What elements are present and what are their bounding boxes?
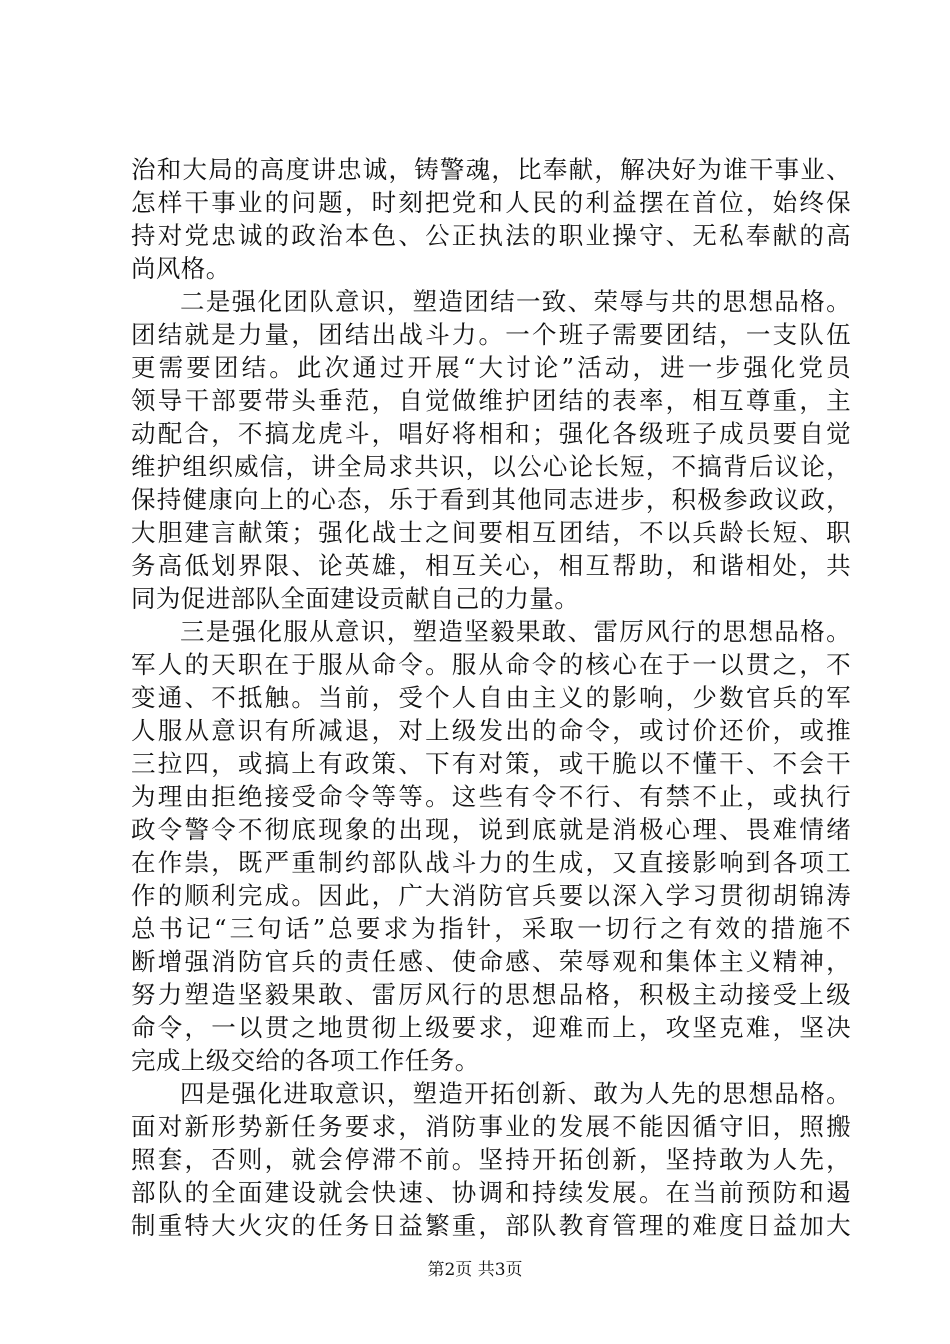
body-text-line: 总书记“三句话”总要求为指针，采取一切行之有效的措施不 xyxy=(131,914,851,943)
body-text-line: 持对党忠诚的政治本色、公正执法的职业操守、无私奉献的高 xyxy=(131,221,851,250)
body-text-line: 尚风格。 xyxy=(131,254,231,283)
body-text-line: 怎样干事业的问题，时刻把党和人民的利益摆在首位，始终保 xyxy=(131,188,851,217)
paragraph-heading-line: 二是强化团队意识，塑造团结一致、荣辱与共的思想品格。 xyxy=(180,287,851,316)
body-text-line: 部队的全面建设就会快速、协调和持续发展。在当前预防和遏 xyxy=(131,1178,851,1207)
body-text-line: 务高低划界限、论英雄，相互关心，相互帮助，和谐相处，共 xyxy=(131,551,851,580)
body-text-line: 治和大局的高度讲忠诚，铸警魂，比奉献，解决好为谁干事业、 xyxy=(131,155,851,184)
body-text-line: 更需要团结。此次通过开展“大讨论”活动，进一步强化党员 xyxy=(131,353,851,382)
body-text-line: 人服从意识有所减退，对上级发出的命令，或讨价还价，或推 xyxy=(131,716,851,745)
body-text-line: 努力塑造坚毅果敢、雷厉风行的思想品格，积极主动接受上级 xyxy=(131,980,851,1009)
body-text-line: 大胆建言献策；强化战士之间要相互团结，不以兵龄长短、职 xyxy=(131,518,851,547)
body-text-line: 照套，否则，就会停滞不前。坚持开拓创新，坚持敢为人先， xyxy=(131,1145,851,1174)
body-text-line: 政令警令不彻底现象的出现，说到底就是消极心理、畏难情绪 xyxy=(131,815,851,844)
body-text-line: 作的顺利完成。因此，广大消防官兵要以深入学习贯彻胡锦涛 xyxy=(131,881,851,910)
body-text-line: 动配合，不搞龙虎斗，唱好将相和；强化各级班子成员要自觉 xyxy=(131,419,851,448)
body-text-line: 军人的天职在于服从命令。服从命令的核心在于一以贯之，不 xyxy=(131,650,851,679)
body-text-line: 为理由拒绝接受命令等等。这些有令不行、有禁不止，或执行 xyxy=(131,782,851,811)
body-text-line: 在作祟，既严重制约部队战斗力的生成，又直接影响到各项工 xyxy=(131,848,851,877)
body-text-line: 命令，一以贯之地贯彻上级要求，迎难而上，攻坚克难，坚决 xyxy=(131,1013,851,1042)
body-text-line: 领导干部要带头垂范，自觉做维护团结的表率，相互尊重，主 xyxy=(131,386,851,415)
body-text-line: 断增强消防官兵的责任感、使命感、荣辱观和集体主义精神， xyxy=(131,947,851,976)
paragraph-heading-line: 四是强化进取意识，塑造开拓创新、敢为人先的思想品格。 xyxy=(180,1079,851,1108)
body-text-line: 三拉四，或搞上有政策、下有对策，或干脆以不懂干、不会干 xyxy=(131,749,851,778)
body-text-line: 保持健康向上的心态，乐于看到其他同志进步，积极参政议政， xyxy=(131,485,851,514)
body-text-line: 完成上级交给的各项工作任务。 xyxy=(131,1046,480,1075)
body-text-line: 团结就是力量，团结出战斗力。一个班子需要团结，一支队伍 xyxy=(131,320,851,349)
page-number-footer: 第2页 共3页 xyxy=(427,1260,523,1280)
body-text-line: 同为促进部队全面建设贡献自己的力量。 xyxy=(131,584,580,613)
body-text-line: 制重特大火灾的任务日益繁重，部队教育管理的难度日益加大 xyxy=(131,1211,851,1240)
body-text-line: 维护组织威信，讲全局求共识，以公心论长短，不搞背后议论， xyxy=(131,452,851,481)
body-text-line: 变通、不抵触。当前，受个人自由主义的影响，少数官兵的军 xyxy=(131,683,851,712)
body-text-line: 面对新形势新任务要求，消防事业的发展不能因循守旧，照搬 xyxy=(131,1112,851,1141)
paragraph-heading-line: 三是强化服从意识，塑造坚毅果敢、雷厉风行的思想品格。 xyxy=(180,617,851,646)
